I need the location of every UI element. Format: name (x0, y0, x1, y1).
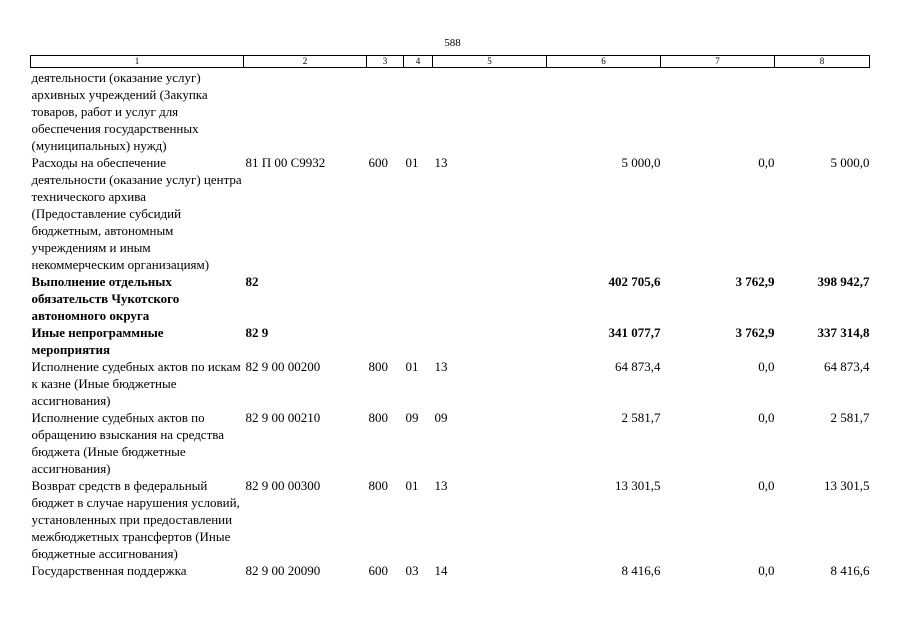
row-code: 82 (245, 274, 259, 289)
row-code: 81 П 00 С9932 (245, 155, 326, 170)
row-name: деятельности (оказание услуг) архивных учреждений (Закупка товаров, работ и услуг для обеспечения государственных (муниципальных) нужд) (31, 70, 208, 153)
page-number: 588 (444, 37, 461, 49)
row-name: Государственная поддержка (31, 563, 187, 578)
row-name: Расходы на обеспечение деятельности (оказание услуг) центра технического архива (Предоставление субсидий бюджетным, автономным учреждениям и иным некоммерческим организациям) (31, 155, 242, 272)
row-subsection (433, 324, 547, 358)
row-value-col7: 0,0 (758, 155, 775, 170)
row-value-col8: 64 873,4 (824, 359, 870, 374)
row-value-col8: 337 314,8 (817, 325, 870, 340)
row-value-col6: 2 581,7 (621, 410, 661, 425)
table-header (31, 56, 870, 68)
row-value-col6: 13 301,5 (615, 478, 661, 493)
row-subsection: 09 (434, 410, 448, 425)
row-section: 01 (405, 155, 419, 170)
row-section (404, 273, 433, 324)
row-value-col6: 8 416,6 (621, 563, 661, 578)
header-col-5: 5 (433, 56, 547, 68)
row-section (404, 324, 433, 358)
row-code (244, 68, 367, 155)
row-code: 82 9 00 00300 (245, 478, 321, 493)
row-value-col7: 0,0 (758, 478, 775, 493)
row-code: 82 9 00 20090 (245, 563, 321, 578)
header-col-3: 3 (367, 56, 404, 68)
header-col-7: 7 (661, 56, 775, 68)
row-value-col7 (661, 68, 775, 155)
header-col-6: 6 (547, 56, 661, 68)
row-subsection: 13 (434, 478, 448, 493)
row-value-col8: 398 942,7 (817, 274, 870, 289)
table-row (31, 273, 870, 324)
header-col-1: 1 (31, 56, 244, 68)
row-section: 01 (405, 478, 419, 493)
row-expense-type (367, 324, 404, 358)
row-value-col8: 8 416,6 (830, 563, 870, 578)
row-name: Исполнение судебных актов по искам к казне (Иные бюджетные ассигнования) (31, 359, 241, 408)
table-row (31, 409, 870, 477)
table-row (31, 154, 870, 273)
header-col-2: 2 (244, 56, 367, 68)
row-name: Исполнение судебных актов по обращению взыскания на средства бюджета (Иные бюджетные ассигнования) (31, 410, 224, 476)
row-code: 82 9 00 00200 (245, 359, 321, 374)
table-body (31, 68, 870, 580)
row-value-col8 (775, 68, 870, 155)
row-value-col6: 5 000,0 (621, 155, 661, 170)
header-col-8: 8 (775, 56, 870, 68)
row-subsection (433, 68, 547, 155)
row-value-col8: 2 581,7 (830, 410, 870, 425)
row-expense-type (367, 273, 404, 324)
row-value-col8: 13 301,5 (824, 478, 870, 493)
row-expense-type (367, 68, 404, 155)
row-subsection: 13 (434, 359, 448, 374)
row-value-col7: 3 762,9 (735, 325, 775, 340)
table-row (31, 68, 870, 155)
row-code: 82 9 00 00210 (245, 410, 321, 425)
header-col-4: 4 (404, 56, 433, 68)
row-section: 09 (405, 410, 419, 425)
row-value-col6: 64 873,4 (615, 359, 661, 374)
table-row (31, 562, 870, 579)
row-subsection (433, 273, 547, 324)
row-value-col7: 0,0 (758, 563, 775, 578)
row-section (404, 68, 433, 155)
row-name: Иные непрограммные мероприятия (31, 325, 164, 357)
header-row (31, 56, 870, 68)
row-subsection: 13 (434, 155, 448, 170)
row-expense-type: 800 (368, 478, 388, 493)
row-value-col8: 5 000,0 (830, 155, 870, 170)
row-subsection: 14 (434, 563, 448, 578)
row-expense-type: 800 (368, 359, 388, 374)
row-section: 03 (405, 563, 419, 578)
row-expense-type: 600 (368, 155, 388, 170)
table-row (31, 324, 870, 358)
row-code: 82 9 (245, 325, 269, 340)
row-section: 01 (405, 359, 419, 374)
row-expense-type: 600 (368, 563, 388, 578)
row-value-col6: 341 077,7 (608, 325, 661, 340)
table-row (31, 358, 870, 409)
row-name: Возврат средств в федеральный бюджет в случае нарушения условий, установленных при предоставлении межбюджетных трансфертов (Иные бюджетные ассигнования) (31, 478, 240, 561)
row-expense-type: 800 (368, 410, 388, 425)
row-value-col6: 402 705,6 (608, 274, 661, 289)
row-value-col6 (547, 68, 661, 155)
row-name: Выполнение отдельных обязательств Чукотского автономного округа (31, 274, 180, 323)
budget-table (30, 55, 870, 579)
table-row (31, 477, 870, 562)
row-value-col7: 3 762,9 (735, 274, 775, 289)
row-value-col7: 0,0 (758, 410, 775, 425)
row-value-col7: 0,0 (758, 359, 775, 374)
